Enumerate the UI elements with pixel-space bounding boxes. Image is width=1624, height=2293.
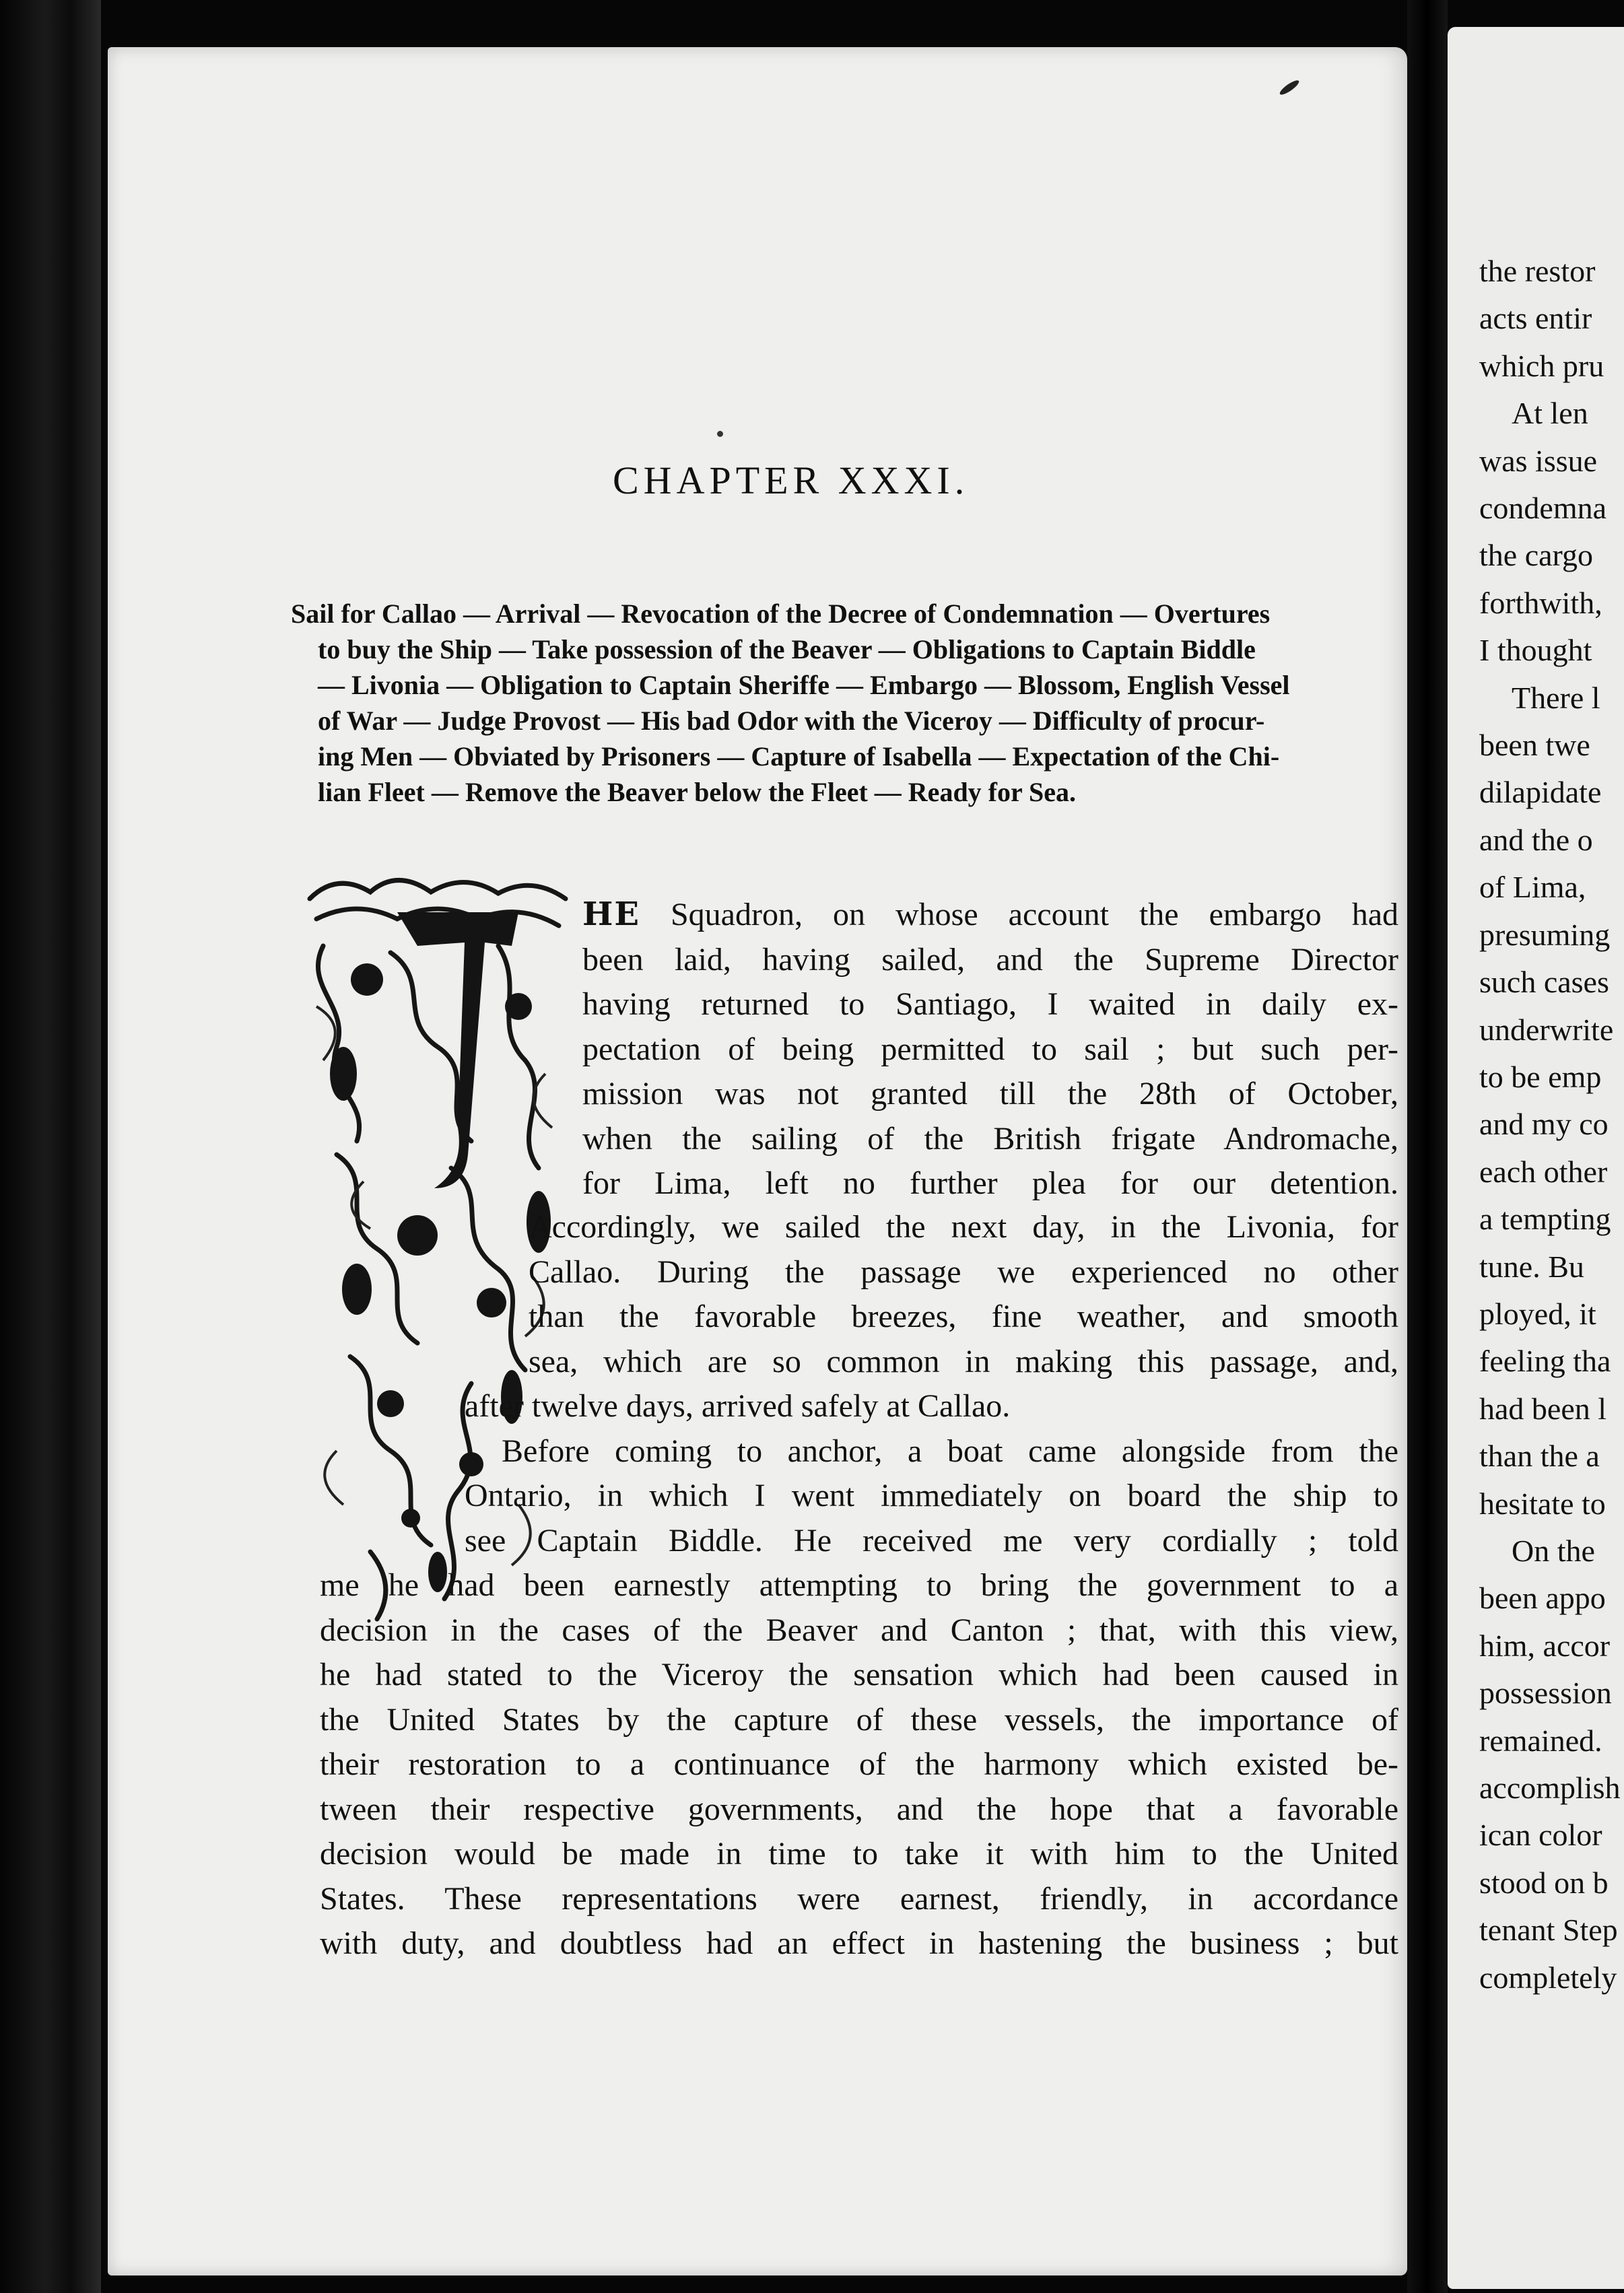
facing-page-line: remained. [1479,1723,1602,1758]
facing-page-line: presuming [1479,917,1611,952]
body-line: see Captain Biddle. He received me very cordially ; told [465,1522,1398,1559]
facing-page-line: I thought [1479,633,1592,668]
body-line: me he had been earnestly attempting to bring the government to a [320,1567,1398,1603]
body-line: for Lima, left no further plea for our detention. [582,1165,1398,1201]
facing-page-line: had been l [1479,1391,1607,1426]
body-line: decision would be made in time to take it with him to the United [320,1836,1398,1872]
facing-page-line: and my co [1479,1107,1609,1142]
synopsis-line: Sail for Callao — Arrival — Revocation of the Decree of Condemnation — Overtures [291,598,1271,629]
facing-page-line: There l [1512,680,1600,715]
chapter-synopsis [291,596,1402,810]
chapter-title: CHAPTER XXXI. [613,458,970,502]
facing-page-line: to be emp [1479,1059,1602,1094]
facing-page-line: ployed, it [1479,1296,1596,1331]
body-line: Callao. During the passage we experienced no other [529,1254,1398,1290]
facing-page-line: been twe [1479,728,1590,763]
synopsis-line: to buy the Ship — Take possession of the Beaver — Obligations to Captain Biddle [318,634,1256,664]
facing-page-line: condemna [1479,491,1607,526]
body-block-full [320,1563,1398,1966]
facing-page-line: of Lima, [1479,870,1586,905]
book-binding-edge [0,0,101,2293]
body-line: States. These representations were earnest, friendly, in accordance [320,1880,1398,1917]
facing-page-line: acts entir [1479,301,1592,336]
synopsis-line: ing Men — Obviated by Prisoners — Capture of Isabella — Expectation of the Chi- [318,741,1280,772]
facing-page-line: underwrite [1479,1012,1614,1047]
body-line: pectation of being permitted to sail ; but such per- [582,1031,1398,1067]
lead-caps: HE [582,895,640,933]
facing-page-line: stood on b [1479,1865,1609,1900]
body-line: with duty, and doubtless had an effect in hastening the business ; but [320,1925,1398,1961]
body-line: sea, which are so common in making this passage, and, [529,1343,1398,1379]
facing-page-line: the restor [1479,254,1596,288]
body-block-wide [465,1384,1398,1563]
body-line: Ontario, in which I went immediately on board the ship to [465,1478,1398,1513]
facing-page-line: was issue [1479,443,1598,478]
facing-page-line: tune. Bu [1479,1249,1584,1284]
facing-page-line: the cargo [1479,538,1594,573]
facing-page-line: him, accor [1479,1628,1611,1663]
body-line-text: Squadron, on whose account the embargo had [640,897,1398,932]
body-line: their restoration to a continuance of the harmony which existed be- [320,1746,1398,1782]
facing-page-line: and the o [1479,822,1593,857]
synopsis-line: of War — Judge Provost — His bad Odor with the Viceroy — Difficulty of procur- [318,706,1265,736]
body-line: the United States by the capture of these vessels, the importance of [320,1701,1398,1738]
facing-page-line: been appo [1479,1581,1606,1616]
page-gutter [1407,0,1448,2293]
body-line: been laid, having sailed, and the Supreme Director [582,941,1398,978]
body-block-narrow [582,892,1398,1206]
facing-page-line: a tempting [1479,1202,1611,1237]
facing-page-line: than the a [1479,1439,1600,1474]
synopsis-line: — Livonia — Obligation to Captain Sheriffe — Embargo — Blossom, English Vessel [318,670,1290,700]
body-block-mid [529,1205,1398,1384]
body-line: decision in the cases of the Beaver and Canton ; that, with this view, [320,1612,1398,1648]
body-line: than the favorable breezes, fine weather, and smooth [529,1299,1398,1334]
facing-page-line: accomplish [1479,1771,1621,1805]
facing-page-line: which pru [1479,348,1604,383]
ink-dot [717,431,723,437]
body-line: when the sailing of the British frigate Andromache, [582,1120,1398,1157]
body-line: Before coming to anchor, a boat came alongside from the [502,1433,1398,1469]
facing-page-line: such cases [1479,965,1609,1000]
body-line: mission was not granted till the 28th of October, [582,1076,1398,1111]
facing-page-line: At len [1512,396,1588,431]
facing-page-text [1479,248,1624,2001]
facing-page-line: possession [1479,1676,1612,1711]
facing-page-line: each other [1479,1154,1608,1189]
facing-page-line: tenant Step [1479,1913,1618,1948]
body-line: Accordingly, we sailed the next day, in the Livonia, for [529,1209,1398,1245]
body-line: after twelve days, arrived safely at Callao. [465,1388,1011,1424]
facing-page-line: dilapidate [1479,775,1602,810]
facing-page-line: hesitate to [1479,1486,1606,1521]
synopsis-line: lian Fleet — Remove the Beaver below the Fleet — Ready for Sea. [318,777,1077,807]
facing-page-line: On the [1512,1533,1595,1568]
body-line: he had stated to the Viceroy the sensation which had been caused in [320,1657,1398,1692]
body-line-first [582,892,1398,938]
body-line: having returned to Santiago, I waited in daily ex- [582,986,1398,1022]
facing-page-line: forthwith, [1479,585,1602,620]
facing-page-line: completely [1479,1960,1617,1995]
facing-page-line: ican color [1479,1818,1602,1853]
body-line: tween their respective governments, and the hope that a favorable [320,1791,1398,1827]
facing-page-line: feeling tha [1479,1344,1611,1379]
